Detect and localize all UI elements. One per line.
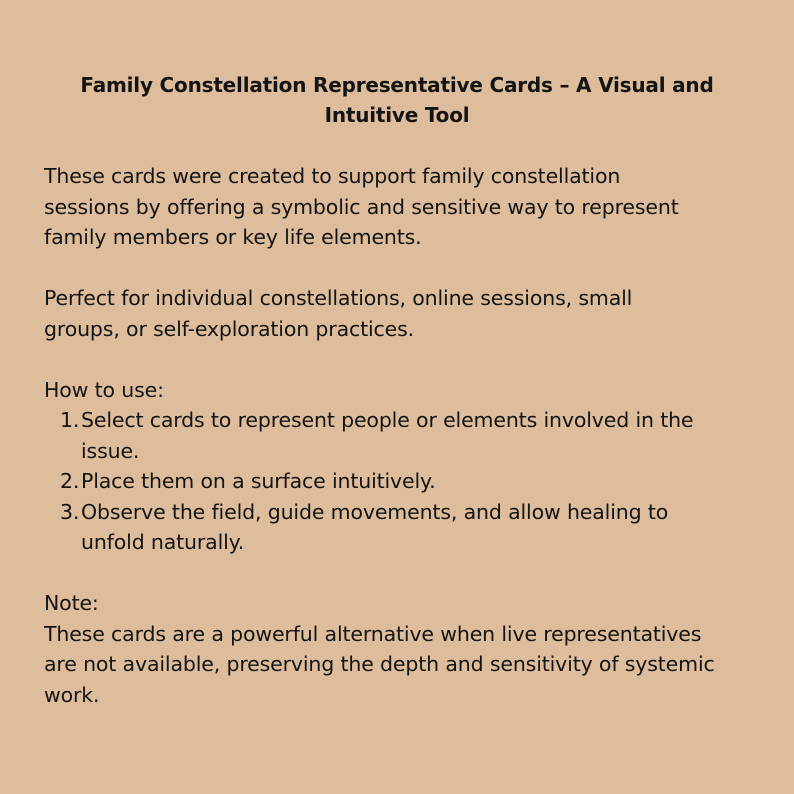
how-to-use-heading: How to use: [44, 377, 164, 402]
step-text: Observe the field, guide movements, and allow healing to unfold naturally. [81, 499, 669, 554]
content-body [44, 161, 744, 710]
list-item [44, 497, 721, 558]
spacer [44, 344, 744, 375]
step-number: 1. [60, 408, 80, 432]
perfect-for-paragraph: Perfect for individual constellations, online sessions, small groups, or self-exploration practices. [44, 286, 633, 341]
spacer [44, 253, 744, 284]
page-title: Family Constellation Representative Cards – A Visual and Intuitive Tool [80, 73, 714, 127]
step-text: Place them on a surface intuitively. [81, 469, 436, 493]
note-paragraph: These cards are a powerful alternative when live representatives are not available, preserving the depth and sensitivity of systemic work. [44, 621, 715, 707]
step-text: Select cards to represent people or elements involved in the issue. [81, 408, 694, 463]
spacer [44, 558, 744, 589]
list-item [44, 466, 721, 497]
steps-list [44, 405, 744, 558]
step-number: 2. [60, 469, 80, 493]
note-heading: Note: [44, 591, 99, 615]
step-number: 3. [60, 499, 80, 524]
list-item [44, 405, 721, 466]
intro-paragraph: These cards were created to support family constellation sessions by offering a symbolic and sensitive way to represent family members or key life elements. [44, 164, 679, 249]
